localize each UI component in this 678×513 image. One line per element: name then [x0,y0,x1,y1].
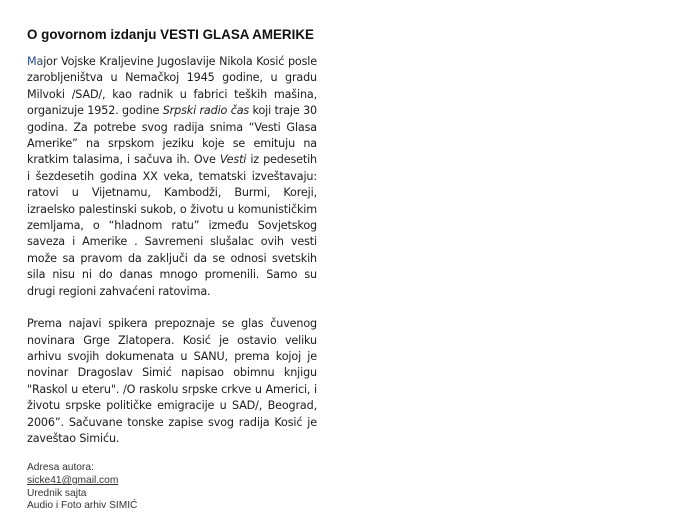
paragraph-text: iz pedesetih i šezdesetih godina XX veka, tematski izveštavaju: ratovi u Vijetnamu, Kambodži, Burmi, Koreji, izraelsko palestinski sukob, o životu u komunističkim zemljama, o “hladnom ratu” između Sovjetskog saveza i Amerike . Savremeni slušalac ovih vesti može sa pravom da zaključi da se odnosi svetskih sila nisu ni do danas mnogo promenili. Samo su drugi regioni zahvaćeni ratovima. [27,153,317,298]
paragraph-lead-letters: Ma [27,55,44,68]
paragraph-history [27,54,317,300]
address-label: Adresa autora: [27,462,94,474]
archive-label: Audio i Foto arhiv SIMIĆ [27,500,138,512]
author-email-link[interactable]: sicke41@gmail.com [27,474,119,486]
paragraph-text: jor Vojske Kraljevine Jugoslavije Nikola Kosić posle zarobljeništva u Nemačkoj 1945 godine, u gradu Milvoki /SAD/, kao radnik u fabrici teških mašina, organizuje 1952. godine [27,55,317,118]
paragraph-archive: Prema najavi spikera prepoznaje se glas čuvenog novinara Grge Zlatopera. Kosić je ostavio veliku arhivu svojih dokumenata u SANU, prema kojoj je novinar Dragoslav Simić napisao obimnu knjigu "Raskol u eteru". /O raskolu srpske crkve u Americi, i životu srpske političke emigracije u SAD/, Beograd, 2006”. Sačuvane tonske zapise svog radija Kosić je zaveštao Simiću. [27,317,317,445]
article [27,27,317,513]
editor-label: Urednik sajta [27,487,87,499]
article-title: O govornom izdanju VESTI GLASA AMERIKE [27,27,314,42]
radio-show-name: Srpski radio čas [162,104,250,118]
news-name: Vesti [219,153,247,167]
author-footer [27,462,317,512]
paragraph-text: koji traje 30 godina. Za potrebe svog radija snima “Vesti Glasa Amerike” na srpskom jeziku koje se emituju na kratkim talasima, i sačuva ih. Ove [27,104,318,167]
